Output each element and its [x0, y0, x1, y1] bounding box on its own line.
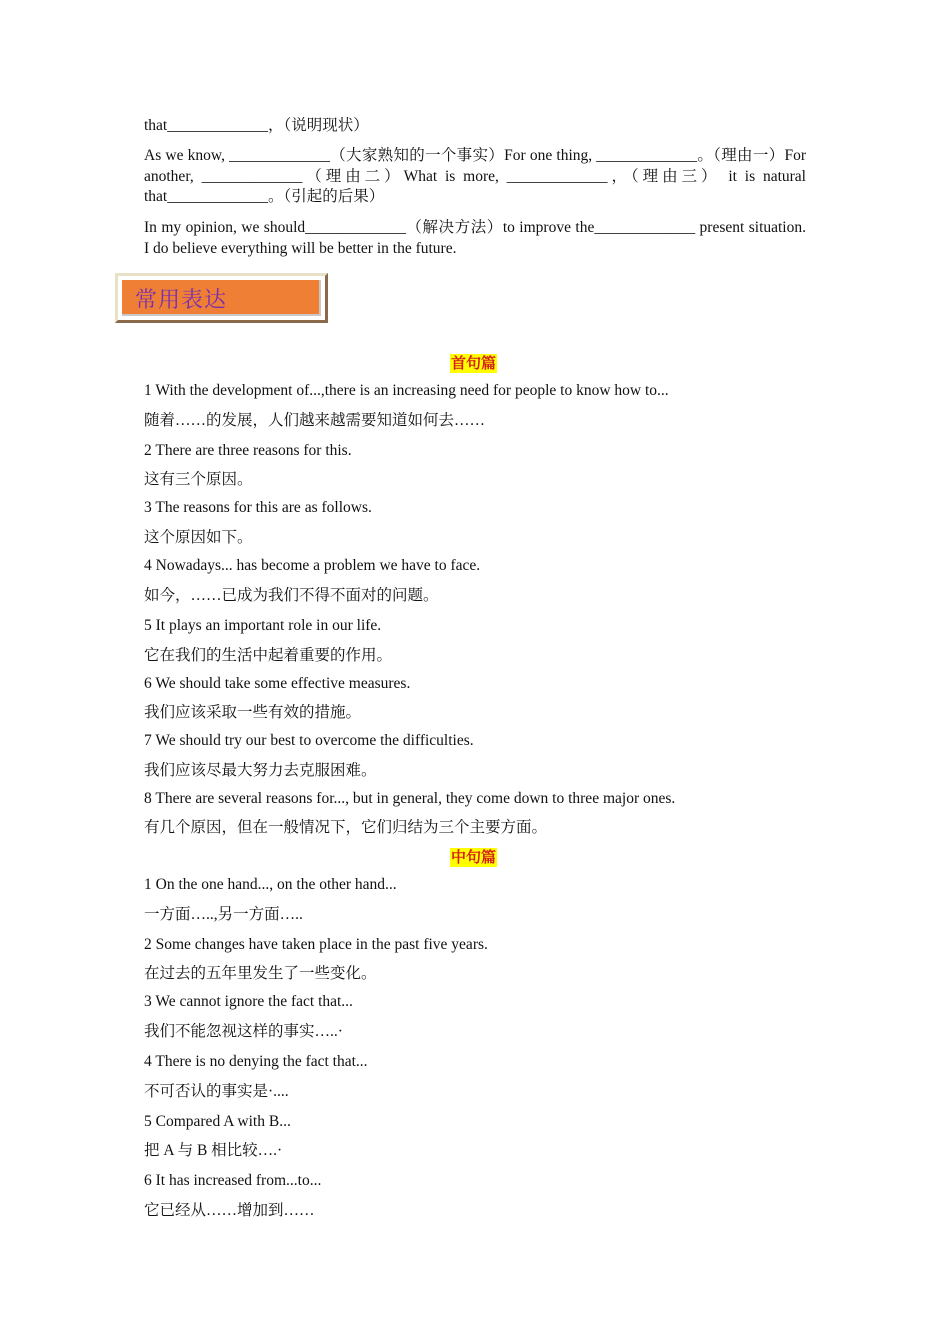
- phrase-zh: 这有三个原因。: [144, 471, 253, 488]
- phrase-zh: 有几个原因，但在一般情况下，它们归结为三个主要方面。: [144, 819, 548, 836]
- phrase-en: 4 Nowadays... has become a problem we have to face.: [144, 557, 481, 574]
- phrase-en: 7 We should try our best to overcome the difficulties.: [144, 732, 474, 749]
- phrase-en: 3 We cannot ignore the fact that...: [144, 993, 353, 1010]
- phrase-en: 4 There is no denying the fact that...: [144, 1053, 368, 1070]
- phrase-en: 5 Compared A with B...: [144, 1113, 291, 1130]
- phrase-en: 6 We should take some effective measures.: [144, 675, 411, 692]
- phrase-en: 3 The reasons for this are as follows.: [144, 499, 372, 516]
- phrase-zh: 它在我们的生活中起着重要的作用。: [144, 647, 393, 664]
- template-paragraph-opinion: In my opinion, we should_____________（解决方法）to improve the_____________ present situation. I do believe everything will be better in the future.: [144, 219, 806, 257]
- phrase-zh: 我们不能忽视这样的事实…..·: [144, 1023, 343, 1040]
- template-paragraph-reasons: As we know, _____________（大家熟知的一个事实）For one thing, _____________。（理由一）For another, _____________（理由二）What is more, _____________，（理由三） it is natural that_____________。（引起的后果）: [144, 147, 806, 205]
- phrase-zh: 这个原因如下。: [144, 529, 253, 546]
- phrase-en: 1 With the development of...,there is an increasing need for people to know how to...: [144, 382, 669, 399]
- section-heading-title: 常用表达: [135, 288, 228, 313]
- phrase-en: 6 It has increased from...to...: [144, 1172, 322, 1189]
- phrase-zh: 它已经从……增加到……: [144, 1202, 315, 1219]
- section-heading-fill: [122, 280, 321, 316]
- phrase-zh: 我们应该采取一些有效的措施。: [144, 704, 362, 721]
- phrase-en: 8 There are several reasons for..., but in general, they come down to three major ones.: [144, 790, 676, 807]
- phrase-en: 5 It plays an important role in our life.: [144, 617, 382, 634]
- phrase-zh: 一方面…..,另一方面…..: [144, 906, 303, 923]
- phrase-zh: 随着……的发展，人们越来越需要知道如何去……: [144, 412, 486, 429]
- phrase-zh: 我们应该尽最大努力去克服困难。: [144, 762, 377, 779]
- phrase-en: 1 On the one hand..., on the other hand...: [144, 876, 397, 893]
- section-title-opening: 首句篇: [451, 354, 497, 372]
- template-line-status: that_____________，（说明现状）: [144, 117, 369, 134]
- section-title-middle: 中句篇: [451, 848, 497, 866]
- phrase-en: 2 Some changes have taken place in the past five years.: [144, 936, 488, 953]
- phrase-zh: 把 A 与 B 相比较….·: [144, 1142, 283, 1159]
- phrase-zh: 如今，……已成为我们不得不面对的问题。: [144, 587, 439, 604]
- phrase-en: 2 There are three reasons for this.: [144, 442, 352, 459]
- phrase-zh: 在过去的五年里发生了一些变化。: [144, 965, 377, 982]
- phrase-zh: 不可否认的事实是·....: [144, 1083, 289, 1100]
- section-heading-box: [115, 273, 328, 323]
